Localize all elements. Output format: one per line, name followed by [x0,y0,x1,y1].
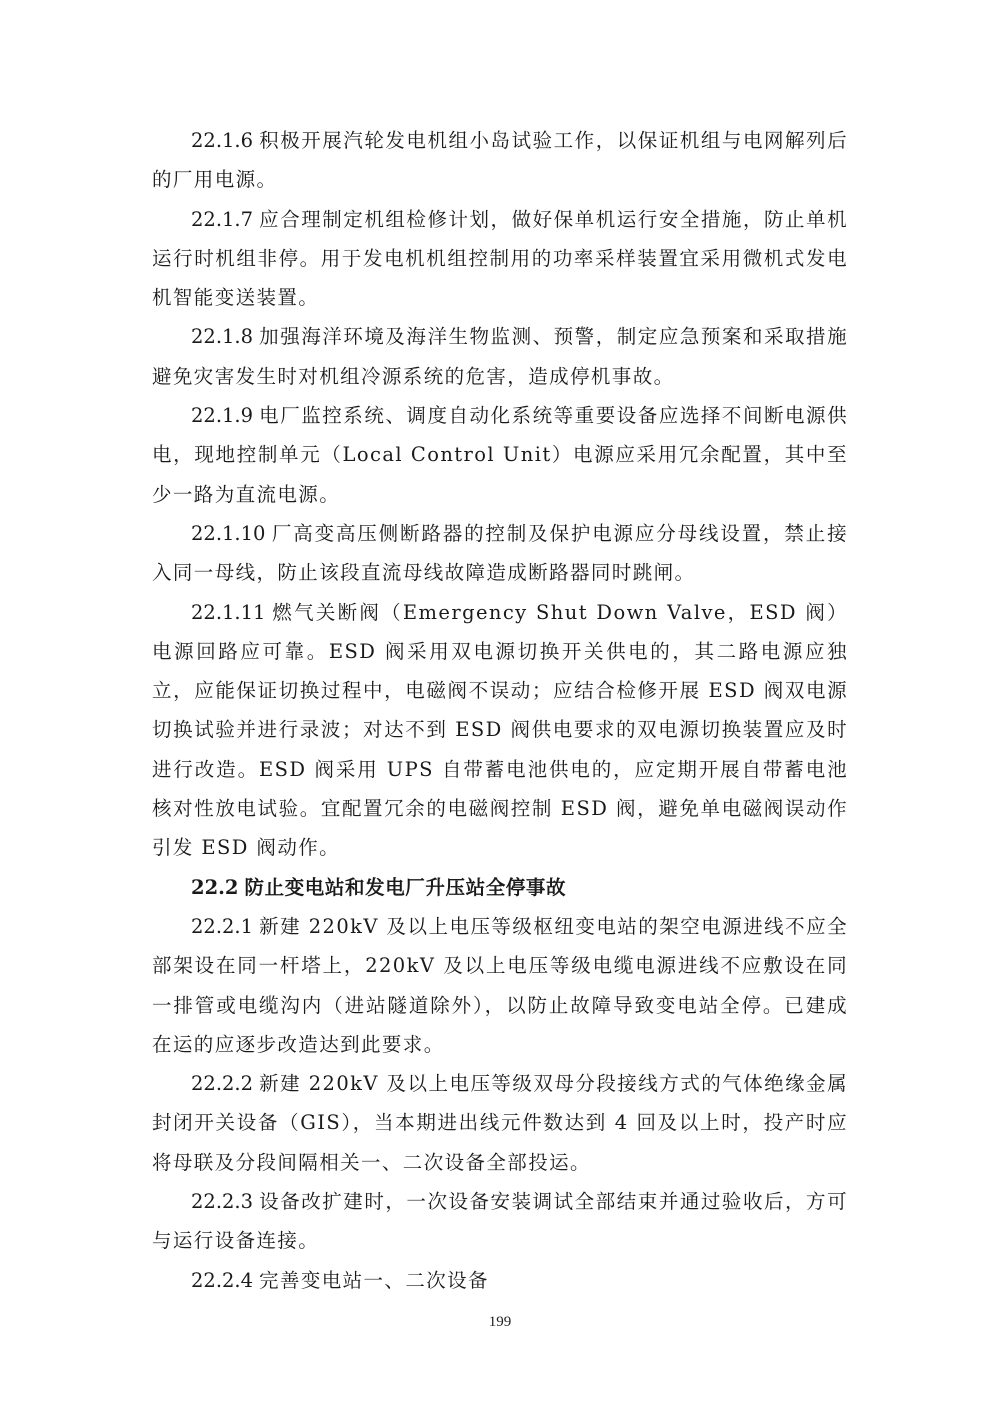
clause-text: 积极开展汽轮发电机组小岛试验工作，以保证机组与电网解列后的厂用电源。 [152,129,848,192]
clause-number: 22.1.8 [191,325,254,349]
clause-number: 22.1.11 [191,600,266,624]
clause-number: 22.2.2 [191,1072,254,1096]
clause-text: 厂高变高压侧断路器的控制及保护电源应分母线设置，禁止接入同一母线，防止该段直流母线故障造成断路器同时跳闸。 [152,521,848,585]
clause-22-1-9 [152,396,848,514]
clause-text: 新建 220kV 及以上电压等级双母分段接线方式的气体绝缘金属封闭开关设备（GIS），当本期进出线元件数达到 4 回及以上时，投产时应将母联及分段间隔相关一、二次设备全部投运。 [152,1072,848,1174]
clause-text: 新建 220kV 及以上电压等级枢纽变电站的架空电源进线不应全部架设在同一杆塔上，220kV 及以上电压等级电缆电源进线不应敷设在同一排管或电缆沟内（进站隧道除外），以防止故障导致变电站全停。已建成在运的应逐步改造达到此要求。 [152,914,848,1056]
clause-number: 22.2.4 [191,1268,254,1292]
clause-text: 设备改扩建时，一次设备安装调试全部结束并通过验收后，方可与运行设备连接。 [152,1190,848,1253]
section-number: 22.2 [191,875,239,899]
clause-text: 应合理制定机组检修计划，做好保单机运行安全措施，防止单机运行时机组非停。用于发电机机组控制用的功率采样装置宜采用微机式发电机智能变送装置。 [152,207,848,310]
clause-number: 22.1.6 [191,129,254,152]
clause-22-1-6 [152,121,848,200]
clause-22-2-3 [152,1182,848,1261]
clause-22-1-10 [152,514,848,593]
clause-number: 22.1.10 [191,521,266,545]
page-number: 199 [488,1314,512,1330]
clause-text: 加强海洋环境及海洋生物监测、预警，制定应急预案和采取措施避免灾害发生时对机组冷源系统的危害，造成停机事故。 [152,325,848,388]
section-heading-22-2 [152,868,848,907]
clause-number: 22.1.9 [191,404,254,428]
clause-number: 22.2.1 [191,914,254,938]
clause-22-1-11 [152,593,848,868]
clause-22-1-7 [152,200,848,318]
clause-text: 电厂监控系统、调度自动化系统等重要设备应选择不间断电源供电，现地控制单元（Local Control Unit）电源应采用冗余配置，其中至少一路为直流电源。 [152,404,848,506]
section-title: 防止变电站和发电厂升压站全停事故 [244,875,567,899]
clause-22-2-2 [152,1064,848,1182]
clause-22-2-4 [152,1261,848,1300]
clause-number: 22.2.3 [191,1190,254,1214]
clause-22-2-1 [152,907,848,1064]
clause-22-1-8 [152,317,848,396]
clause-number: 22.1.7 [191,207,254,231]
page-body [152,121,848,1300]
clause-text: 完善变电站一、二次设备 [259,1268,489,1292]
clause-text: 燃气关断阀（Emergency Shut Down Valve，ESD 阀）电源回路应可靠。ESD 阀采用双电源切换开关供电的，其二路电源应独立，应能保证切换过程中，电磁阀不误动；应结合检修开展 ESD 阀双电源切换试验并进行录波；对达不到 ESD 阀供电要求的双电源切换装置应及时进行改造。ESD 阀采用 UPS 自带蓄电池供电的，应定期开展自带蓄电池核对性放电试验。宜配置冗余的电磁阀控制 ESD 阀，避免单电磁阀误动作引发 ESD 阀动作。 [152,600,848,860]
